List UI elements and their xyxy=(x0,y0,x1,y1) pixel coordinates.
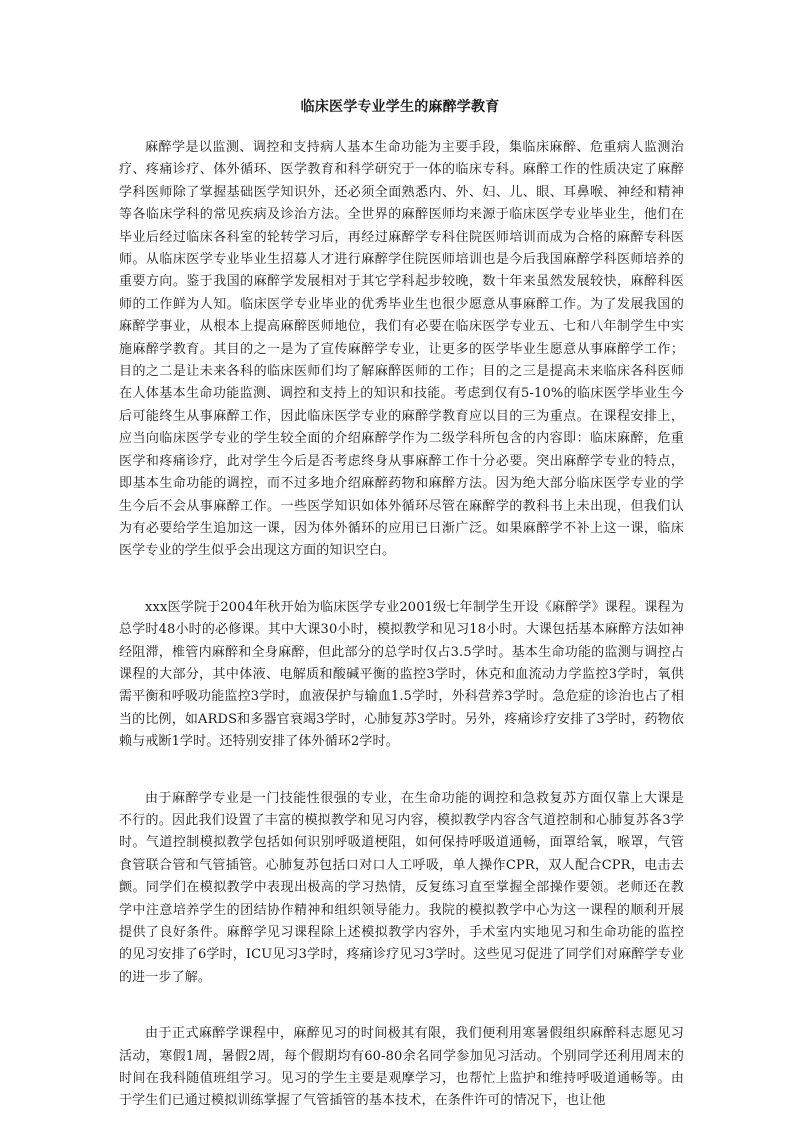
document-body xyxy=(119,137,684,1113)
paragraph-1: 麻醉学是以监测、调控和支持病人基本生命功能为主要手段，集临床麻醉、危重病人监测治疗、疼痛诊疗、体外循环、医学教育和科学研究于一体的临床专科。麻醉工作的性质决定了麻醉学科医师除了掌握基础医学知识外，还必须全面熟悉内、外、妇、儿、眼、耳鼻喉、神经和精神等各临床学科的常见疾病及诊治方法。全世界的麻醉医师均来源于临床医学专业毕业生，他们在毕业后经过临床各科室的轮转学习后，再经过麻醉学专科住院医师培训而成为合格的麻醉专科医师。从临床医学专业毕业生招募人才进行麻醉学住院医师培训也是今后我国麻醉学科医师培养的重要方向。鉴于我国的麻醉学发展相对于其它学科起步较晚，数十年来虽然发展较快，麻醉科医师的工作鲜为人知。临床医学专业毕业的优秀毕业生也很少愿意从事麻醉工作。为了发展我国的麻醉学事业，从根本上提高麻醉医师地位，我们有必要在临床医学专业五、七和八年制学生中实施麻醉学教育。其目的之一是为了宣传麻醉学专业，让更多的医学毕业生愿意从事麻醉学工作；目的之二是让未来各科的临床医师们均了解麻醉医师的工作；目的之三是提高未来临床各科医师在人体基本生命功能监测、调控和支持上的知识和技能。考虑到仅有5-10%的临床医学毕业生今后可能终生从事麻醉工作，因此临床医学专业的麻醉学教育应以目的三为重点。在课程安排上，应当向临床医学专业的学生较全面的介绍麻醉学作为二级学科所包含的内容即：临床麻醉，危重医学和疼痛诊疗，此对学生今后是否考虑终身从事麻醉工作十分必要。突出麻醉学专业的特点，即基本生命功能的调控，而不过多地介绍麻醉药物和麻醉方法。因为绝大部分临床医学专业的学生今后不会从事麻醉工作。一些医学知识如体外循环尽管在麻醉学的教科书上未出现，但我们认为有必要给学生追加这一课，因为体外循环的应用已日渐广泛。如果麻醉学不补上这一课，临床医学专业的学生似乎会出现这方面的知识空白。 xyxy=(119,140,684,559)
paragraph-3: 由于麻醉学专业是一门技能性很强的专业，在生命功能的调控和急救复苏方面仅靠上大课是不行的。因此我们设置了丰富的模拟教学和见习内容，模拟教学内容含气道控制和心肺复苏各3学时。气道控制模拟教学包括如何识别呼吸道梗阻，如何保持呼吸道通畅，面罩给氧，喉罩，气管食管联合管和气管插管。心肺复苏包括口对口人工呼吸，单人操作CPR，双人配合CPR，电击去颤。同学们在模拟教学中表现出极高的学习热情，反复练习直至掌握全部操作要领。老师还在教学中注意培养学生的团结协作精神和组织领导能力。我院的模拟教学中心为这一课程的顺利开展提供了良好条件。麻醉学见习课程除上述模拟教学内容外，手术室内实地见习和生命功能的监控的见习安排了6学时，ICU见习3学时，疼痛诊疗见习3学时。这些见习促进了同学们对麻醉学专业的进一步了解。 xyxy=(119,790,684,985)
paragraph-4: 由于正式麻醉学课程中，麻醉见习的时间极其有限，我们便利用寒暑假组织麻醉科志愿见习活动，寒假1周，暑假2周，每个假期均有60-80余名同学参加见习活动。个别同学还利用周末的时间在我科随值班组学习。见习的学生主要是观摩学习，也帮忙上监护和维持呼吸道通畅等。由于学生们已通过模拟训练掌握了气管插管的基本技术，在条件许可的情况下，也让他 xyxy=(119,1026,684,1109)
document-title: 临床医学专业学生的麻醉学教育 xyxy=(300,99,500,115)
paragraph-2: xxx医学院于2004年秋开始为临床医学专业2001级七年制学生开设《麻醉学》课程。课程为总学时48小时的必修课。其中大课30小时，模拟教学和见习18小时。大课包括基本麻醉方法如神经阻滞，椎管内麻醉和全身麻醉，但此部分的总学时仅占3.5学时。基本生命功能的监测与调控占课程的大部分，其中体液、电解质和酸碱平衡的监控3学时，休克和血流动力学监控3学时，氧供需平衡和呼吸功能监控3学时，血液保护与输血1.5学时，外科营养3学时。急危症的诊治也占了相当的比例，如ARDS和多器官衰竭3学时，心肺复苏3学时。另外，疼痛诊疗安排了3学时，药物依赖与戒断1学时。还特别安排了体外循环2学时。 xyxy=(119,599,684,750)
